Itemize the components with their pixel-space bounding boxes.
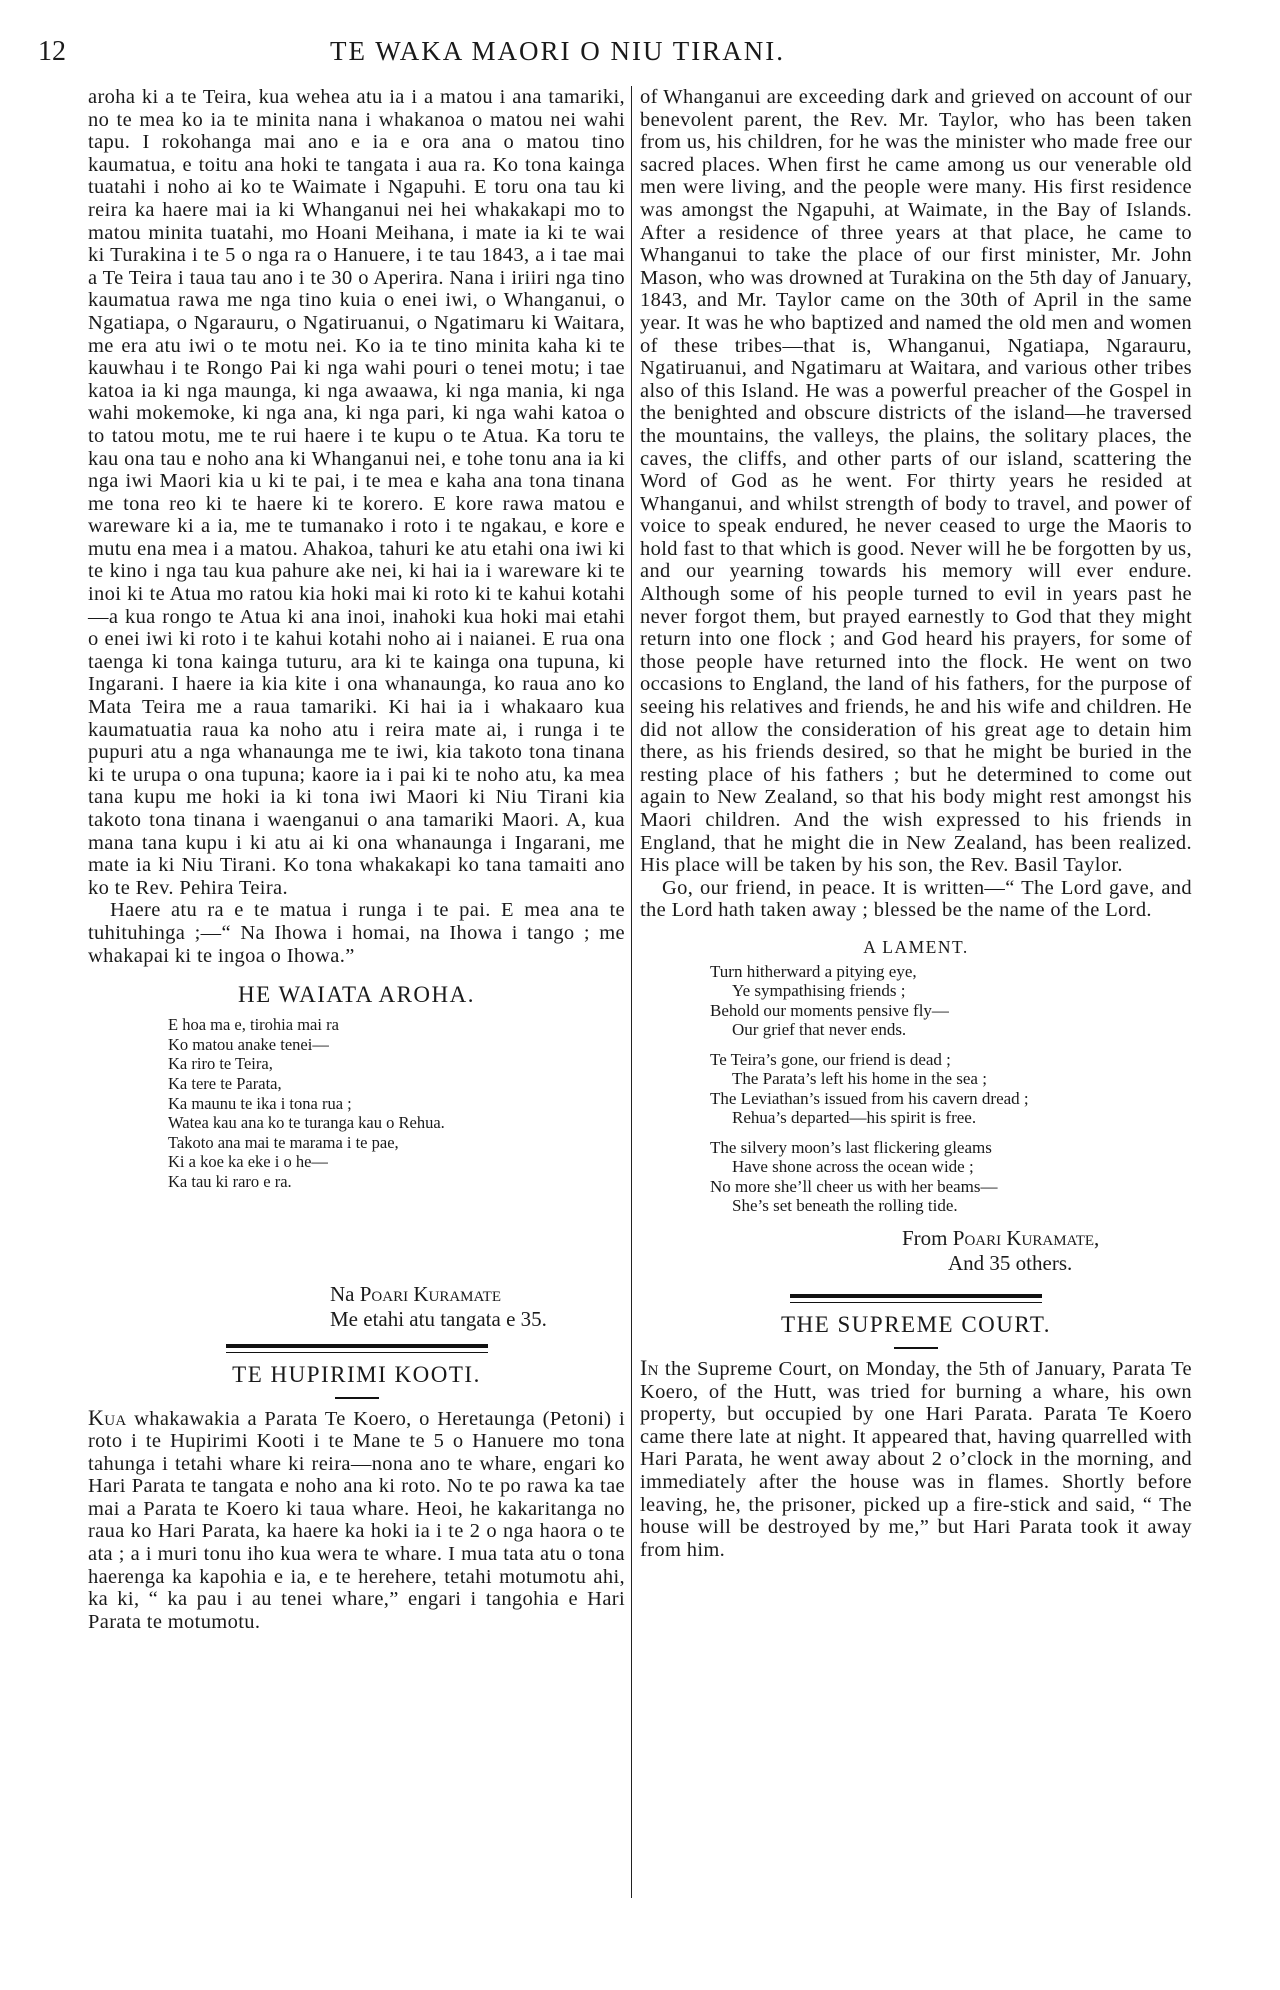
lead-word: In — [640, 1354, 659, 1380]
stanza — [710, 962, 1192, 1040]
poem-line: Ko matou anake tenei— — [168, 1034, 329, 1054]
article-title: TE HUPIRIMI KOOTI. — [232, 1361, 481, 1387]
left-obituary-text — [88, 86, 625, 967]
poem-line: Takoto ana mai te marama i te pae, — [168, 1132, 399, 1152]
poem-title: A LAMENT. — [863, 936, 969, 957]
poem-line: Rehua’s departed—his spirit is free. — [732, 1108, 977, 1128]
poem-line: Te Teira’s gone, our friend is dead ; — [710, 1049, 951, 1069]
poem-line: Ka riro te Teira, — [168, 1054, 273, 1074]
poem-line: Ka maunu te ika i tona rua ; — [168, 1093, 352, 1113]
article-body: whakawakia a Parata Te Koero, o Heretaunga (Petoni) i roto i te Hupirimi Kooti i te Mane te 5 o Hanuere mo tona tahunga i tetahi whare ki reira—nona ano te whare, engari ko Hari Parata te tangata e noho ana ki roto. No te po rawa ka tae mai a Parata te Koero ki taua whare. Heoi, he kakaritanga no raua ko Hari Parata, ka haere ka hoki ia i te 2 o nga haora o te ata ; a i muri tonu iho kua wera te whare. I mua tata atu o tona haerenga ka kapohia e ia, e te herehere, tetahi motumotu ahi, ka ki, “ ka pau i au tenei whare,” engari i tangohia e Hari Parata te motumotu. — [88, 1407, 625, 1633]
signature-name: Poari Kuramate — [359, 1281, 502, 1306]
article-title: THE SUPREME COURT. — [781, 1311, 1051, 1337]
article-body: the Supreme Court, on Monday, the 5th of January, Parata Te Koero, of the Hutt, was tried for burning a whare, his own property, but occupied by one Hari Parata. Parata Te Koero came there late at night. It appeared that, having quarrelled with Hari Parata, he went away about 2 o’clock in the morning, and immediately after the house was in flames. Shortly before leaving, he, the prisoner, picked up a fire-stick and said, “ The house will be destroyed by me,” but Hari Parata took it away from him. — [640, 1357, 1192, 1561]
short-rule — [335, 1397, 379, 1399]
stanza — [710, 1050, 1192, 1128]
signature-line2: And 35 others. — [948, 1250, 1073, 1275]
poem-line: Our grief that never ends. — [732, 1020, 907, 1040]
signature-name: Poari Kuramate, — [952, 1225, 1100, 1250]
poem-line: No more she’ll cheer us with her beams— — [710, 1176, 998, 1196]
poem-line: Ye sympathising friends ; — [732, 981, 906, 1001]
signature-line2: Me etahi atu tangata e 35. — [330, 1306, 547, 1331]
right-obituary-text — [640, 86, 1192, 922]
page-number: 12 — [38, 36, 66, 67]
left-signature — [330, 1282, 625, 1332]
poem-line: The Parata’s left his home in the sea ; — [732, 1069, 987, 1089]
double-rule — [790, 1294, 1042, 1303]
poem-line: The Leviathan’s issued from his cavern dread ; — [710, 1088, 1029, 1108]
poem-line: She’s set beneath the rolling tide. — [732, 1196, 958, 1216]
poem-line: E hoa ma e, tirohia mai ra — [168, 1015, 339, 1035]
poem-line: Behold our moments pensive fly— — [710, 1000, 949, 1020]
left-column — [88, 86, 625, 1633]
english-poem — [710, 962, 1192, 1216]
paragraph: Haere atu ra e te matua i runga i te pai. E mea ana te tuhituhinga ;—“ Na Ihowa i homai, na Ihowa i tango ; me whakapai ki te ingoa o Ihowa.” — [88, 899, 625, 967]
maori-poem — [168, 1015, 625, 1191]
poem-title: HE WAIATA AROHA. — [237, 982, 476, 1008]
running-head-title: TE WAKA MAORI O NIU TIRANI. — [330, 36, 785, 66]
paragraph: Go, our friend, in peace. It is written—“ The Lord gave, and the Lord hath taken away ; blessed be the name of the Lord. — [640, 876, 1192, 922]
right-column — [640, 86, 1192, 1561]
poem-line: Ki a koe ka eke i o he— — [168, 1152, 328, 1172]
lead-word: Kua — [88, 1404, 127, 1430]
left-article-body — [88, 1404, 625, 1634]
poem-line: The silvery moon’s last flickering gleams — [710, 1137, 992, 1157]
poem-line: Ka tere te Parata, — [168, 1073, 282, 1093]
short-rule — [894, 1347, 938, 1349]
paragraph: aroha ki a te Teira, kua wehea atu ia i a matou i ana tamariki, no te mea ko ia te minita nana i whakanoa o matou nei wahi tapu. I rokohanga mai ano e ia e ora ana o matou tino kaumatua, e toitu ana hoki te tangata i aua ra. Ko tona kainga tuatahi i noho ai ko te Waimate i Ngapuhi. E toru ona tau ki reira ka haere mai ia ki Whanganui nei hei whakakapi mo to matou minita tuatahi, mo Hoani Meihana, i mate ia ki te wai ki Turakina i te 5 o nga ra o Hanuere, i te tau 1843, a i tae mai a Te Teira i taua tau ano i te 30 o Aperira. Nana i iriiri nga tino kaumatua rawa me nga tino kuia o enei iwi, o Whanganui, o Ngatiapa, o Ngarauru, o Ngatiruanui, o Ngatimaru ki Waitara, me era atu iwi o te motu nei. Ko ia te tino minita kaha ki te kauwhau i te Rongo Pai ki nga wahi pouri o tenei motu; i tae katoa ia ki nga maunga, ki nga awaawa, ki nga mania, ki nga wahi mokemoke, ki nga ana, ki nga pari, ki nga wahi katoa o to tatou motu, me te rui haere i te kupu o te Atua. Ka toru te kau ona tau e noho ana ki Whanganui nei, e tohe tonu ana ia ki nga iwi Maori kia u ki te pai, i te mea e kaha ana tona tinana me tona reo ki te haere ki te korero. E kore rawa matou e wareware ki a ia, me te tumanako i roto i te ngakau, e kore e mutu ena mea i a matou. Ahakoa, tahuri ke atu etahi ona iwi ki te kino i nga tau kua pahure ake nei, ki hai ia i wareware ki te inoi ki te Atua mo ratou kia hoki mai ki roto ki te kahui kotahi—a kua rongo te Atua ki ana inoi, inahoki kua hoki mai etahi o enei iwi ki roto i te kahui kotahi noho ai i naianei. E rua ona taenga ki tona kainga tuturu, ara ki te kainga ona tupuna, ki Ingarani. I haere ia kia kite i ona whanaunga, ko raua ano ko Mata Teira me a raua tamariki. Ki hai ia i whakaaro kua kaumatuatia raua ka noho atu i reira mate ai, i runga i te pupuri atu a nga whanaunga me te iwi, kia takoto tona tinana ki te urupa o ona tupuna; kaore ia i pai ki te noho atu, ka mea tana kupu me hoki ia ki tona iwi Maori ki Niu Tirani kia takoto tona tinana i waenganui o ana tamariki Maori. A, kua mana tana kupu i ki atu ai ki ona whanaunga i Ingarani, me mate ia ki Niu Tirani. Ko tona whakakapi ko tana tamaiti ano ko te Rev. Pehira Teira. — [88, 86, 625, 899]
right-signature — [902, 1226, 1192, 1276]
double-rule — [226, 1344, 488, 1353]
poem-line: Ka tau ki raro e ra. — [168, 1171, 292, 1191]
stanza — [710, 1138, 1192, 1216]
right-article-body — [640, 1354, 1192, 1561]
signature-prefix: Na — [330, 1281, 355, 1306]
poem-line: Turn hitherward a pitying eye, — [710, 961, 917, 981]
column-divider — [631, 86, 632, 1898]
paragraph: of Whanganui are exceeding dark and grieved on account of our benevolent parent, the Rev. Mr. Taylor, who has been taken from us, his children, for he was the minister who made free our sacred places. When first he came among us our venerable old men were living, and the people were many. His first residence was amongst the Ngapuhi, at Waimate, in the Bay of Islands. After a residence of three years at that place, he came to Whanganui to take the place of our first minister, Mr. John Mason, who was drowned at Turakina on the 5th day of January, 1843, and Mr. Taylor came on the 30th of April in the same year. It was he who baptized and named the old men and women of these tribes—that is, Whanganui, Ngatiapa, Ngarauru, Ngatiruanui, and Ngatimaru at Waitara, and various other tribes also of this Island. He was a powerful preacher of the Gospel in the benighted and obscure districts of the island—he traversed the mountains, the valleys, the plains, the solitary places, the caves, the cliffs, and other parts of our island, scattering the Word of God as he went. For thirty years he resided at Whanganui, and whilst strength of body to travel, and power of voice to speak endured, he never ceased to urge the Maoris to hold fast to that which is good. Never will he be forgotten by us, and our yearning towards his memory will ever endure. Although some of his people turned to evil in years past he never forgot them, but prayed earnestly to God that they might return into one flock ; and God heard his prayers, for some of those people have returned into the flock. He went on two occasions to England, the land of his fathers, for the purpose of seeing his relatives and friends, he and his wife and children. He did not allow the consideration of his great age to detain him there, as his friends desired, so that he might be buried in the resting place of his fathers ; but he determined to come out again to New Zealand, so that his body might rest amongst his Maori children. And the wish expressed to his friends in England, that he might die in New Zealand, has been realized. His place will be taken by his son, the Rev. Basil Taylor. — [640, 86, 1192, 877]
poem-line: Watea kau ana ko te turanga kau o Rehua. — [168, 1113, 445, 1133]
signature-prefix: From — [902, 1225, 948, 1250]
poem-line: Have shone across the ocean wide ; — [732, 1157, 974, 1177]
